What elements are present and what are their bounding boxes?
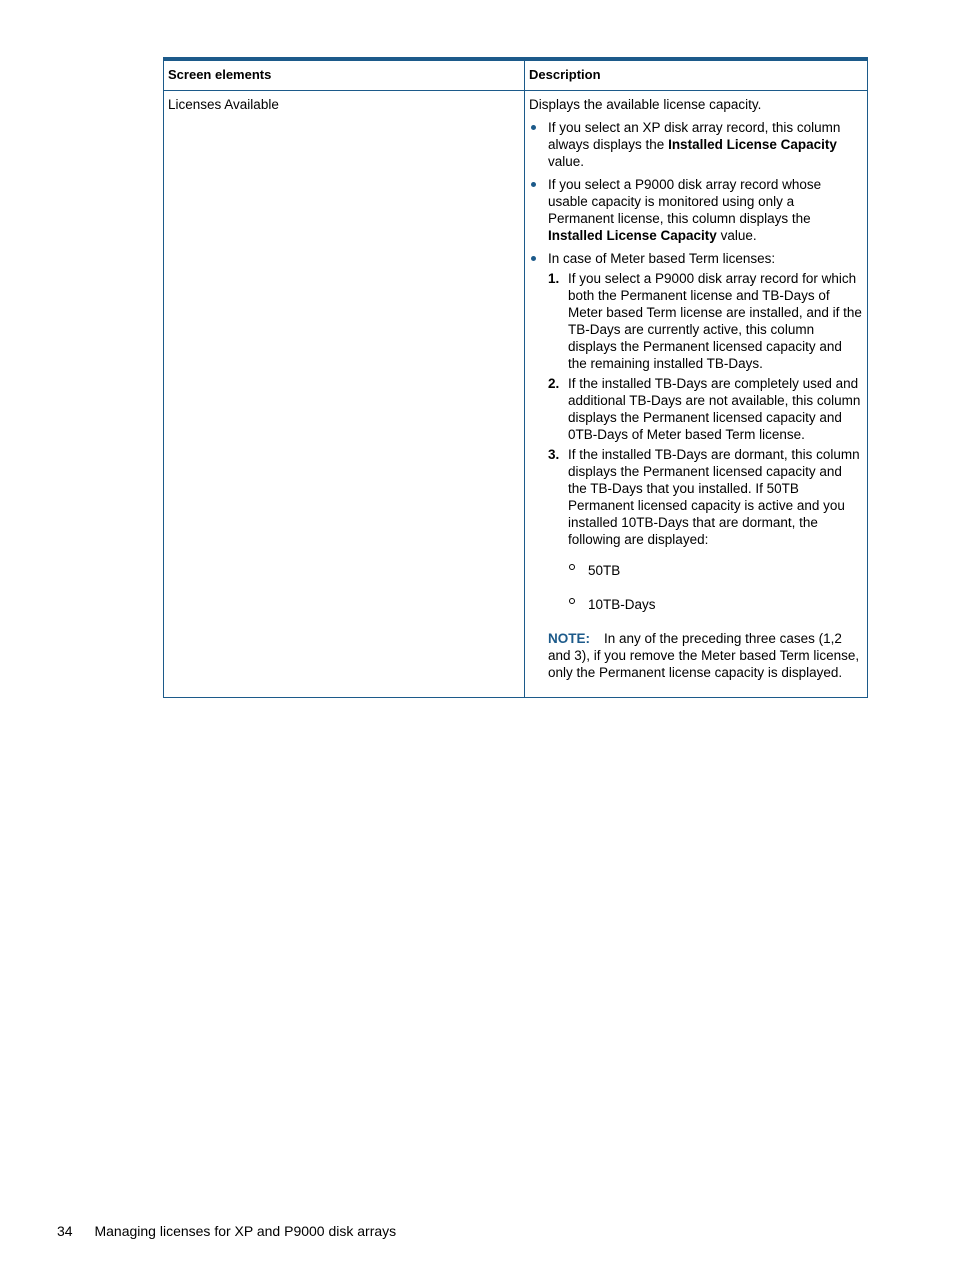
element-name-cell: Licenses Available — [164, 91, 525, 698]
note-label: NOTE: — [548, 631, 590, 646]
note-text: In any of the preceding three cases (1,2 and 3), if you remove the Meter based Term license, only the Permanent license capacity is displayed. — [548, 631, 860, 680]
bullet-text: In case of Meter based Term licenses: — [548, 251, 776, 266]
header-screen-elements: Screen elements — [164, 59, 525, 91]
note-block — [548, 630, 863, 681]
bullet-text-end: value. — [716, 228, 757, 243]
section-title: Managing licenses for XP and P9000 disk arrays — [94, 1223, 397, 1239]
header-description: Description — [525, 59, 868, 91]
list-item-text: 10TB-Days — [588, 597, 656, 612]
bullet-dot-icon — [531, 125, 536, 130]
screen-elements-table — [163, 57, 868, 698]
step-item — [548, 375, 863, 443]
description-cell — [525, 91, 868, 698]
numbered-steps — [548, 270, 863, 613]
description-intro: Displays the available license capacity. — [529, 97, 762, 112]
bullet-text: If you select an XP disk array record, this column always displays the — [548, 120, 841, 152]
bullet-text: If you select a P9000 disk array record whose usable capacity is monitored using only a Permanent license, this column displays the — [548, 177, 822, 226]
table-header-row — [164, 59, 868, 91]
step-text: If the installed TB-Days are completely used and additional TB-Days are not available, this column displays the Permanent licensed capacity and 0TB-Days of Meter based Term license. — [568, 376, 861, 442]
table-row — [164, 91, 868, 698]
list-item-text: 50TB — [588, 563, 621, 578]
displayed-values-list — [568, 562, 863, 613]
bullet-dot-icon — [531, 256, 536, 261]
list-item — [568, 562, 863, 579]
bullet-p9000-permanent — [529, 176, 863, 244]
step-text: If you select a P9000 disk array record for which both the Permanent license and TB-Days of Meter based Term license are installed, and if the TB-Days are currently active, this column displays the Permanent licensed capacity and the remaining installed TB-Days. — [568, 271, 862, 371]
step-item — [548, 270, 863, 372]
circle-bullet-icon — [569, 598, 575, 604]
page-number: 34 — [57, 1223, 73, 1239]
description-bullets — [529, 119, 863, 681]
step-item — [548, 446, 863, 613]
bullet-bold-term: Installed License Capacity — [548, 228, 717, 243]
circle-bullet-icon — [569, 564, 575, 570]
step-text: If the installed TB-Days are dormant, this column displays the Permanent licensed capacity and the TB-Days that you installed. If 50TB Permanent licensed capacity is active and you installed 10TB-Days that are dormant, the following are displayed: — [568, 447, 860, 547]
step-number: 1. — [548, 271, 560, 286]
step-number: 3. — [548, 447, 560, 462]
step-number: 2. — [548, 376, 560, 391]
page-footer — [57, 1222, 396, 1240]
bullet-meter-based — [529, 250, 863, 681]
list-item — [568, 596, 863, 613]
bullet-dot-icon — [531, 182, 536, 187]
bullet-text-end: value. — [548, 154, 585, 169]
bullet-xp-array — [529, 119, 863, 170]
bullet-bold-term: Installed License Capacity — [668, 137, 837, 152]
